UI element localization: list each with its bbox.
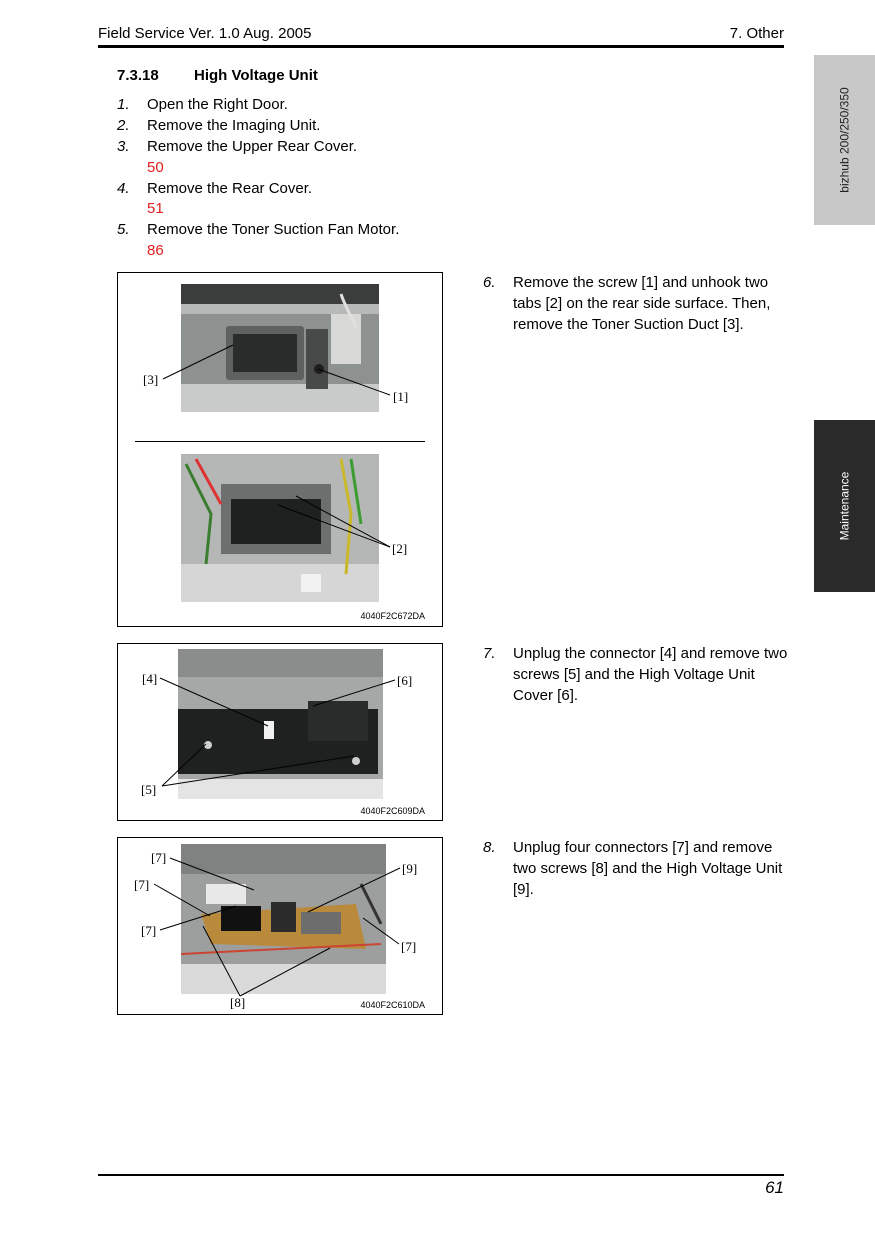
step-number: 5. (117, 221, 130, 238)
callout-2: [2] (392, 541, 408, 556)
step-text: Remove the Toner Suction Fan Motor. (147, 221, 400, 238)
figure-2 (117, 643, 443, 821)
step-text: Unplug four connectors [7] and remove two screws [8] and the High Voltage Unit [9]. (513, 839, 783, 898)
section-title: High Voltage Unit (194, 67, 318, 84)
step-text: Remove the Imaging Unit. (147, 117, 321, 134)
figure-3 (117, 837, 443, 1015)
callout-5: [5] (141, 782, 157, 797)
figure-2-leader-lines (118, 644, 442, 820)
figure-code: 4040F2C672DA (360, 611, 425, 621)
step-number: 6. (483, 274, 496, 291)
callout-7a: [7] (151, 850, 167, 865)
step-number: 4. (117, 180, 130, 197)
callout-7c: [7] (141, 923, 157, 938)
step-text: Unplug the connector [4] and remove two screws [5] and the High Voltage Unit Cover [6]. (513, 645, 788, 704)
maintenance-side-tab-label: Maintenance (837, 471, 852, 541)
header-rule (98, 45, 784, 48)
figure-1-leader-lines (118, 273, 442, 626)
header-title: Field Service Ver. 1.0 Aug. 2005 (98, 25, 312, 42)
model-side-tab-label: bizhub 200/250/350 (837, 87, 852, 193)
step-text: Remove the Upper Rear Cover. (147, 138, 358, 155)
callout-1: [1] (393, 389, 409, 404)
figure-1 (117, 272, 443, 627)
page-reference-link[interactable]: 50 (147, 159, 164, 176)
figure-code: 4040F2C610DA (360, 1000, 425, 1010)
header-chapter: 7. Other (729, 25, 784, 42)
callout-7d: [7] (401, 939, 417, 954)
callout-6: [6] (397, 673, 413, 688)
figure-code: 4040F2C609DA (360, 806, 425, 816)
section-heading (117, 67, 318, 84)
step-number: 1. (117, 96, 130, 113)
figure-3-leader-lines (118, 838, 442, 1014)
page-reference-link[interactable]: 86 (147, 242, 164, 259)
page-reference-link[interactable]: 51 (147, 200, 164, 217)
step-text: Open the Right Door. (147, 96, 288, 113)
model-side-tab (814, 55, 875, 225)
step-number: 8. (483, 839, 496, 856)
callout-8: [8] (230, 995, 246, 1010)
step-number: 7. (483, 645, 496, 662)
step-number: 2. (117, 117, 130, 134)
footer-rule (98, 1174, 784, 1176)
maintenance-side-tab (814, 420, 875, 592)
step-number: 3. (117, 138, 130, 155)
section-number: 7.3.18 (117, 67, 159, 84)
callout-3: [3] (143, 372, 159, 387)
callout-9: [9] (402, 861, 418, 876)
page-number: 61 (765, 1178, 784, 1197)
step-text: Remove the Rear Cover. (147, 180, 313, 197)
callout-4: [4] (142, 671, 158, 686)
step-text: Remove the screw [1] and unhook two tabs [2] on the rear side surface. Then, remove the Toner Suction Duct [3]. (513, 274, 771, 333)
callout-7b: [7] (134, 877, 150, 892)
